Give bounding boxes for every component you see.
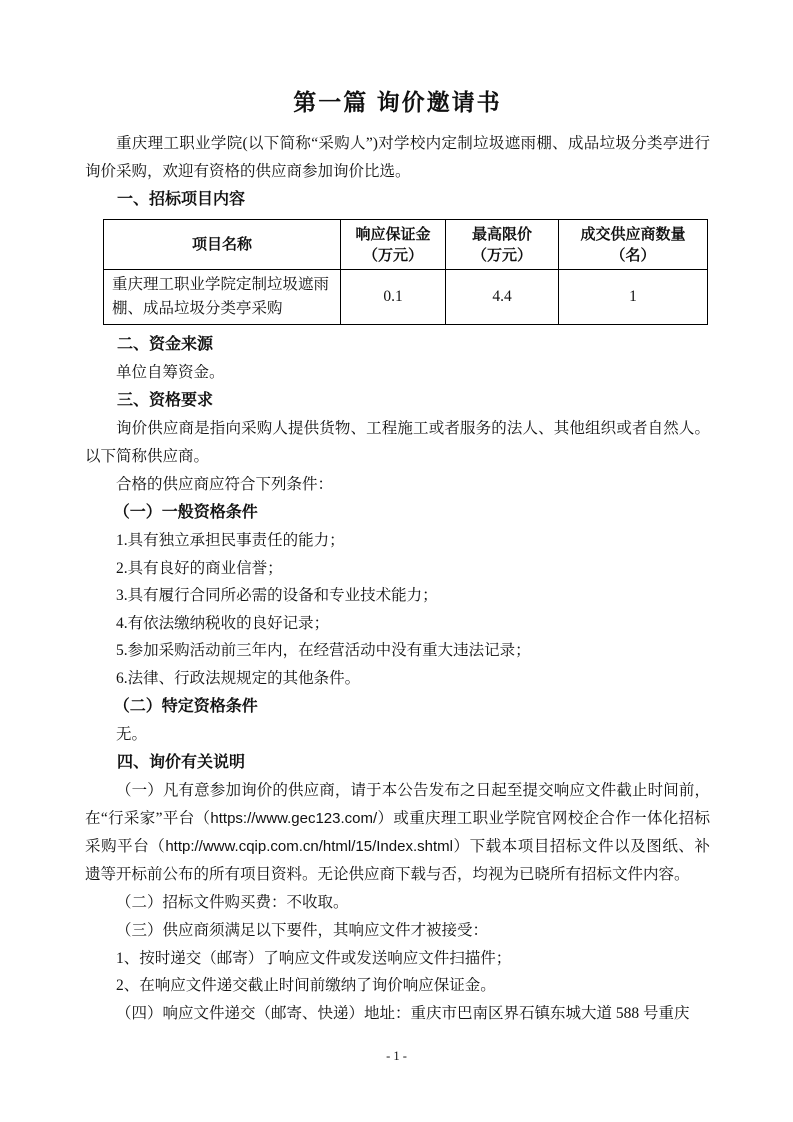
cqip-url: http://www.cqip.com.cn/html/15/Index.shtml xyxy=(165,837,453,855)
section-4-paragraph-1 xyxy=(85,777,710,889)
general-condition-item: 4.有依法缴纳税收的良好记录； xyxy=(116,614,330,632)
section-3-paragraph-2: 合格的供应商应符合下列条件： xyxy=(116,476,334,493)
section-2-heading: 二、资金来源 xyxy=(117,336,214,353)
section-4-paragraph-4: （四）响应文件递交（邮寄、快递）地址：重庆市巴南区界石镇东城大道 588 号重庆 xyxy=(116,1004,690,1022)
header-line: 成交供应商数量 xyxy=(580,225,686,243)
table-row xyxy=(104,270,708,325)
section-4-paragraph-3: （三）供应商须满足以下要件，其响应文件才被接受： xyxy=(116,921,489,939)
section-4-heading: 四、询价有关说明 xyxy=(117,753,246,771)
gec123-url: https://www.gec123.com/ xyxy=(210,809,378,827)
general-condition-item: 2.具有良好的商业信誉； xyxy=(116,559,283,577)
page-title: 第一篇 询价邀请书 xyxy=(293,89,502,115)
requirement-item: 2、在响应文件递交截止时间前缴纳了询价响应保证金。 xyxy=(116,977,496,995)
requirement-item: 1、按时递交（邮寄）了响应文件或发送响应文件扫描件； xyxy=(116,949,512,967)
header-winner-count xyxy=(559,220,708,270)
winner-count-cell: 1 xyxy=(559,270,708,325)
section-3-paragraph-1: 询价供应商是指向采购人提供货物、工程施工或者服务的法人、其他组织或者自然人。以下简称供应商。 xyxy=(85,420,710,465)
header-max-price xyxy=(446,220,559,270)
header-line: 响应保证金 xyxy=(355,225,431,243)
paragraph-text: ）或重庆理工职业学院官网校企合作一体化招标采购平台（ xyxy=(85,809,710,855)
project-table xyxy=(103,219,708,325)
general-condition-item: 6.法律、行政法规规定的其他条件。 xyxy=(116,669,361,687)
specific-conditions-heading: （二）特定资格条件 xyxy=(113,697,258,715)
max-price-cell: 4.4 xyxy=(446,270,559,325)
section-4-paragraph-2: （二）招标文件购买费：不收取。 xyxy=(116,893,349,911)
deposit-cell: 0.1 xyxy=(341,270,446,325)
specific-conditions-body: 无。 xyxy=(116,725,148,743)
section-3-heading: 三、资格要求 xyxy=(117,392,214,409)
header-unit-line: （名） xyxy=(610,246,656,264)
paragraph-text: ）下载本项目招标文件以及图纸、补遗等开标前公布的所有项目资料。无论供应商下载与否，均视为已晓所有招标文件内容。 xyxy=(85,837,710,883)
section-2-body: 单位自筹资金。 xyxy=(116,364,225,381)
header-deposit xyxy=(341,220,446,270)
header-line: 最高限价 xyxy=(471,225,532,243)
page-number: - 1 - xyxy=(386,1049,407,1063)
general-condition-item: 1.具有独立承担民事责任的能力； xyxy=(116,532,345,549)
section-1-heading: 一、招标项目内容 xyxy=(117,191,246,208)
general-condition-item: 3.具有履行合同所必需的设备和专业技术能力； xyxy=(116,587,438,605)
header-line: 项目名称 xyxy=(191,236,252,253)
header-unit-line: （万元） xyxy=(362,246,423,264)
general-condition-item: 5.参加采购活动前三年内，在经营活动中没有重大违法记录； xyxy=(116,642,531,660)
intro-paragraph: 重庆理工职业学院(以下简称“采购人”)对学校内定制垃圾遮雨棚、成品垃圾分类亭进行询价采购，欢迎有资格的供应商参加询价比选。 xyxy=(85,135,710,180)
header-project-name xyxy=(104,220,341,270)
project-name-cell: 重庆理工职业学院定制垃圾遮雨棚、成品垃圾分类亭采购 xyxy=(104,270,341,325)
general-conditions-heading: （一）一般资格条件 xyxy=(113,504,258,521)
paragraph-text: （一）凡有意参加询价的供应商，请于本公告发布之日起至提交响应文件截止时间前，在“行采家”平台（ xyxy=(85,781,710,827)
header-unit-line: （万元） xyxy=(471,246,532,264)
table-header-row xyxy=(104,220,708,270)
